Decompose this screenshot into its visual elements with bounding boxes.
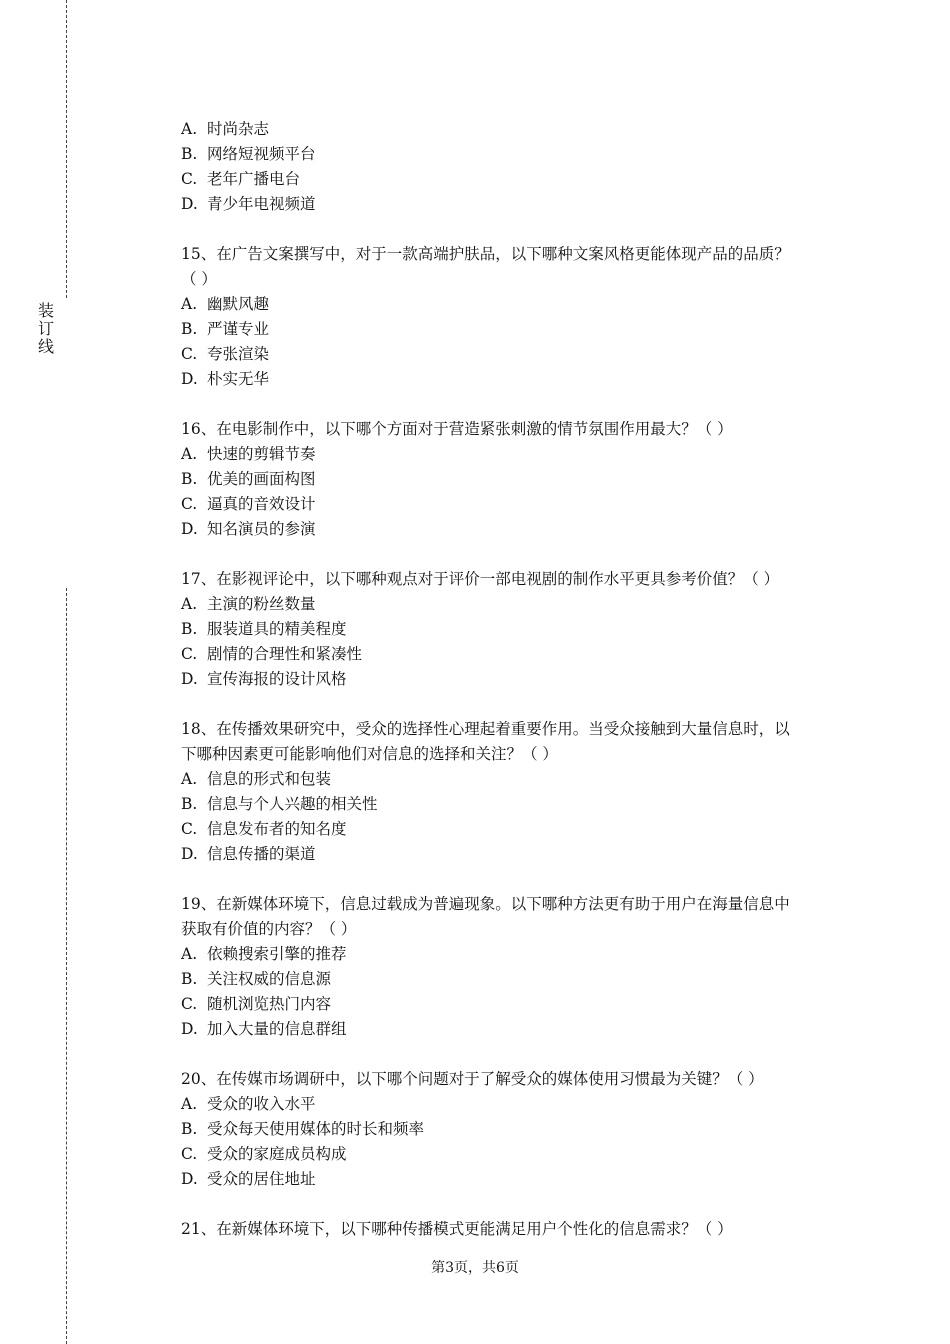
question-stem-line: 18、在传播效果研究中，受众的选择性心理起着重要作用。当受众接触到大量信息时，以 — [181, 720, 790, 738]
question-stem-line: 获取有价值的内容？（ ） — [181, 920, 357, 938]
binding-dashed-line-bottom — [66, 588, 67, 1344]
answer-option — [181, 1142, 841, 1167]
option-letter: C. — [181, 995, 198, 1013]
answer-option — [181, 792, 841, 817]
question-block — [181, 417, 841, 542]
option-text: 信息的形式和包装 — [207, 770, 332, 788]
answer-option — [181, 1117, 841, 1142]
option-letter: B. — [181, 1120, 198, 1138]
question-block — [181, 1067, 841, 1192]
binding-char: 装 — [37, 301, 54, 320]
option-text: 受众的家庭成员构成 — [207, 1145, 347, 1163]
answer-option — [181, 467, 841, 492]
option-text: 服装道具的精美程度 — [207, 620, 347, 638]
option-letter: C. — [181, 170, 198, 188]
option-letter: D. — [181, 520, 198, 538]
answer-option — [181, 367, 841, 392]
answer-option — [181, 342, 841, 367]
option-text: 随机浏览热门内容 — [207, 995, 332, 1013]
option-letter: C. — [181, 495, 198, 513]
question-block — [181, 242, 841, 392]
option-text: 主演的粉丝数量 — [207, 595, 316, 613]
question-gap — [181, 1192, 841, 1217]
answer-option — [181, 642, 841, 667]
option-text: 快速的剪辑节奏 — [207, 445, 316, 463]
option-letter: C. — [181, 820, 198, 838]
option-letter: A. — [181, 945, 198, 963]
answer-option — [181, 317, 841, 342]
question-stem-line: 21、在新媒体环境下，以下哪种传播模式更能满足用户个性化的信息需求？（ ） — [181, 1220, 733, 1238]
answer-option — [181, 1092, 841, 1117]
option-text: 青少年电视频道 — [207, 195, 316, 213]
question-stem-line: 16、在电影制作中，以下哪个方面对于营造紧张刺激的情节氛围作用最大？（ ） — [181, 420, 733, 438]
question-block — [181, 1217, 841, 1242]
answer-option — [181, 442, 841, 467]
option-text: 受众每天使用媒体的时长和频率 — [207, 1120, 425, 1138]
question-gap — [181, 1042, 841, 1067]
question-list — [181, 117, 841, 1242]
option-text: 受众的收入水平 — [207, 1095, 316, 1113]
question-gap — [181, 542, 841, 567]
answer-option — [181, 292, 841, 317]
question-stem-line: 19、在新媒体环境下，信息过载成为普遍现象。以下哪种方法更有助于用户在海量信息中 — [181, 895, 790, 913]
question-stem-line: 17、在影视评论中，以下哪种观点对于评价一部电视剧的制作水平更具参考价值？（ ） — [181, 570, 780, 588]
question-stem-line: 下哪种因素更可能影响他们对信息的选择和关注？（ ） — [181, 745, 558, 763]
option-letter: C. — [181, 1145, 198, 1163]
question-gap — [181, 392, 841, 417]
binding-char: 线 — [37, 337, 54, 356]
question-block — [181, 892, 841, 1042]
answer-option — [181, 117, 841, 142]
answer-option — [181, 1167, 841, 1192]
question-stem-line: （ ） — [181, 270, 217, 288]
option-text: 受众的居住地址 — [207, 1170, 316, 1188]
answer-option — [181, 967, 841, 992]
option-letter: B. — [181, 620, 198, 638]
option-text: 加入大量的信息群组 — [207, 1020, 347, 1038]
answer-option — [181, 492, 841, 517]
option-letter: C. — [181, 645, 198, 663]
option-text: 优美的画面构图 — [207, 470, 316, 488]
option-text: 信息传播的渠道 — [207, 845, 316, 863]
option-text: 剧情的合理性和紧凑性 — [207, 645, 363, 663]
option-letter: B. — [181, 970, 198, 988]
option-letter: D. — [181, 370, 198, 388]
option-text: 老年广播电台 — [207, 170, 301, 188]
option-letter: A. — [181, 595, 198, 613]
answer-option — [181, 817, 841, 842]
option-letter: D. — [181, 845, 198, 863]
question-gap — [181, 217, 841, 242]
option-letter: A. — [181, 445, 198, 463]
option-letter: A. — [181, 295, 198, 313]
option-letter: D. — [181, 670, 198, 688]
option-letter: B. — [181, 320, 198, 338]
answer-option — [181, 942, 841, 967]
option-letter: B. — [181, 795, 198, 813]
answer-option — [181, 142, 841, 167]
option-text: 网络短视频平台 — [207, 145, 316, 163]
answer-option — [181, 667, 841, 692]
option-text: 逼真的音效设计 — [207, 495, 316, 513]
option-letter: C. — [181, 345, 198, 363]
question-stem-line: 20、在传媒市场调研中，以下哪个问题对于了解受众的媒体使用习惯最为关键？（ ） — [181, 1070, 764, 1088]
question-gap — [181, 867, 841, 892]
option-letter: D. — [181, 1020, 198, 1038]
answer-option — [181, 517, 841, 542]
option-text: 幽默风趣 — [207, 295, 270, 313]
option-text: 时尚杂志 — [207, 120, 270, 138]
answer-option — [181, 192, 841, 217]
option-text: 信息与个人兴趣的相关性 — [207, 795, 378, 813]
option-letter: B. — [181, 145, 198, 163]
option-text: 夸张渲染 — [207, 345, 270, 363]
answer-option — [181, 167, 841, 192]
option-letter: A. — [181, 1095, 198, 1113]
binding-dashed-line-top — [66, 0, 67, 298]
option-letter: A. — [181, 770, 198, 788]
answer-option — [181, 1017, 841, 1042]
option-letter: A. — [181, 120, 198, 138]
option-letter: D. — [181, 195, 198, 213]
answer-option — [181, 992, 841, 1017]
option-text: 依赖搜索引擎的推荐 — [207, 945, 347, 963]
question-gap — [181, 692, 841, 717]
binding-label — [36, 302, 56, 356]
question-block — [181, 567, 841, 692]
option-text: 知名演员的参演 — [207, 520, 316, 538]
option-text: 关注权威的信息源 — [207, 970, 332, 988]
binding-char: 订 — [37, 319, 54, 338]
option-text: 朴实无华 — [207, 370, 270, 388]
answer-option — [181, 592, 841, 617]
question-block — [181, 717, 841, 867]
question-stem-line: 15、在广告文案撰写中，对于一款高端护肤品，以下哪种文案风格更能体现产品的品质？ — [181, 245, 790, 263]
question-block — [181, 117, 841, 217]
page-footer: 第3页，共6页 — [431, 1260, 519, 1276]
option-letter: B. — [181, 470, 198, 488]
option-text: 宣传海报的设计风格 — [207, 670, 347, 688]
option-text: 信息发布者的知名度 — [207, 820, 347, 838]
option-text: 严谨专业 — [207, 320, 270, 338]
option-letter: D. — [181, 1170, 198, 1188]
answer-option — [181, 617, 841, 642]
answer-option — [181, 842, 841, 867]
answer-option — [181, 767, 841, 792]
